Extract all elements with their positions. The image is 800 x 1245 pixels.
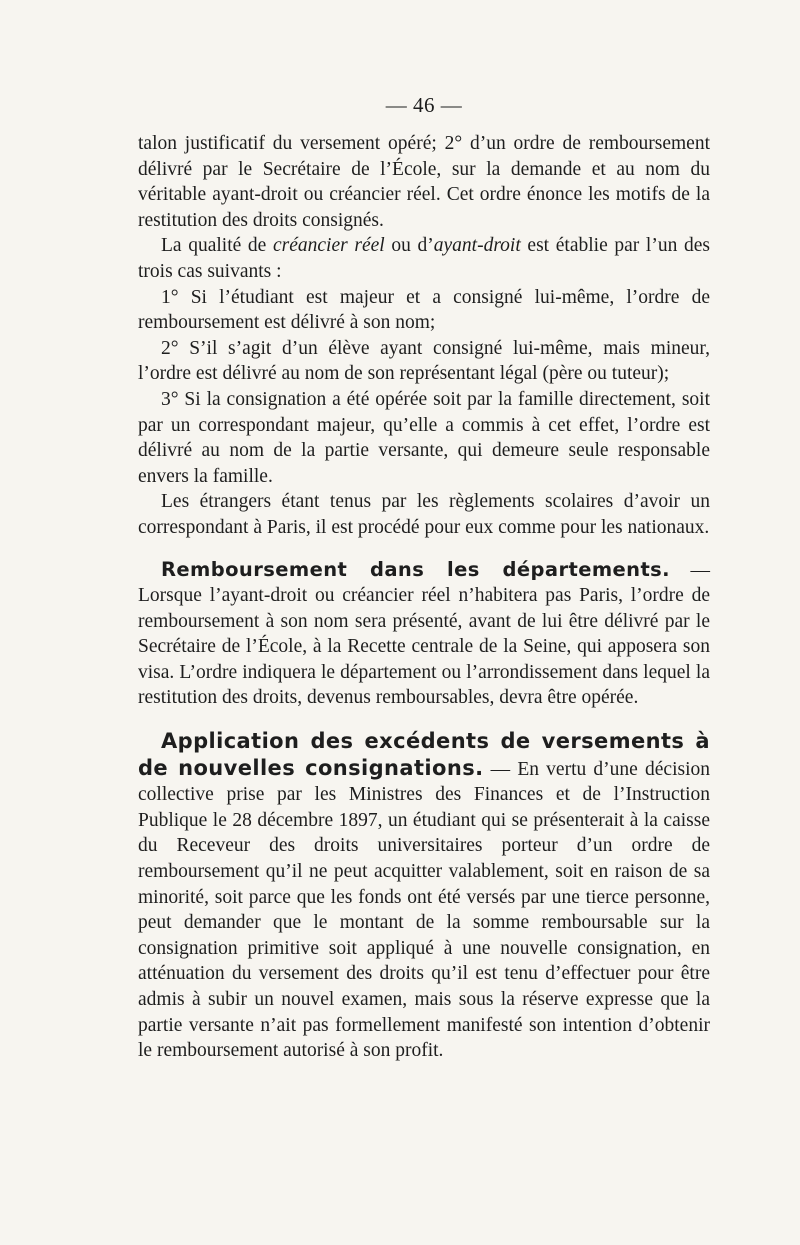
paragraph-qualite-text-start: La qualité de [161, 235, 273, 257]
section-departements [138, 557, 710, 712]
page-number: — 46 — [385, 93, 463, 117]
term-creancier-reel: créancier réel [273, 235, 385, 257]
paragraph-qualite-text-mid: ou d’ [384, 235, 434, 257]
section-departements-body: — Lorsque l’ayant-droit ou créancier réel n’habitera pas Paris, l’ordre de remboursement à son nom sera présenté, avant de lui être délivré par le Secrétaire de l’École, à la Recette centrale de la Seine, qui apposera son visa. L’ordre indiquera le département ou l’arrondissement dans lequel la restitution des droits, devenus remboursables, devra être opérée. [138, 559, 710, 709]
paragraph-qualite-text-end: est établie par l’un des trois cas suivants : [138, 235, 710, 282]
section-departements-heading: Remboursement dans les départements. [161, 557, 670, 581]
section-application [138, 729, 710, 1064]
case-2-paragraph: 2° S’il s’agit d’un élève ayant consigné lui-même, mais mineur, l’ordre est délivré au nom de son représentant légal (père ou tuteur); [138, 337, 710, 385]
case-3-paragraph: 3° Si la consignation a été opérée soit par la famille directement, soit par un correspondant majeur, qu’elle a commis à cet effet, l’ordre est délivré au nom de la partie versante, qui demeure seule responsable envers la famille. [138, 388, 710, 487]
paragraph-continuation: talon justificatif du versement opéré; 2° d’un ordre de remboursement délivré par le Secrétaire de l’École, sur la demande et au nom du véritable ayant-droit ou créancier réel. Cet ordre énonce les motifs de la restitution des droits consignés. [138, 133, 710, 231]
paragraph-qualite [138, 233, 710, 284]
document-page [138, 92, 710, 1064]
section-application-heading: Application des excédents de versements à de nouvelles consignations. [138, 729, 710, 780]
paragraph-etrangers: Les étrangers étant tenus par les règlements scolaires d’avoir un correspondant à Paris, il est procédé pour eux comme pour les nationaux. [138, 491, 710, 538]
case-1-paragraph: 1° Si l’étudiant est majeur et a consigné lui-même, l’ordre de remboursement est délivré à son nom; [138, 286, 710, 334]
term-ayant-droit: ayant-droit [433, 235, 521, 257]
section-application-body: — En vertu d’une décision collective prise par les Ministres des Finances et de l’Instruction Publique le 28 décembre 1897, un étudiant qui se présenterait à la caisse du Receveur des droits universitaires porteur d’un ordre de remboursement qu’il ne peut acquitter valablement, soit en raison de sa minorité, soit parce que les fonds ont été versés par une tierce personne, peut demander que le montant de la somme remboursable sur la consignation primitive soit appliqué à une nouvelle consignation, en atténuation du versement des droits qu’il est tenu d’effectuer pour être admis à subir un nouvel examen, mais sous la réserve expresse que la partie versante n’ait pas formellement manifesté son intention d’obtenir le remboursement autorisé à son profit. [138, 758, 710, 1062]
